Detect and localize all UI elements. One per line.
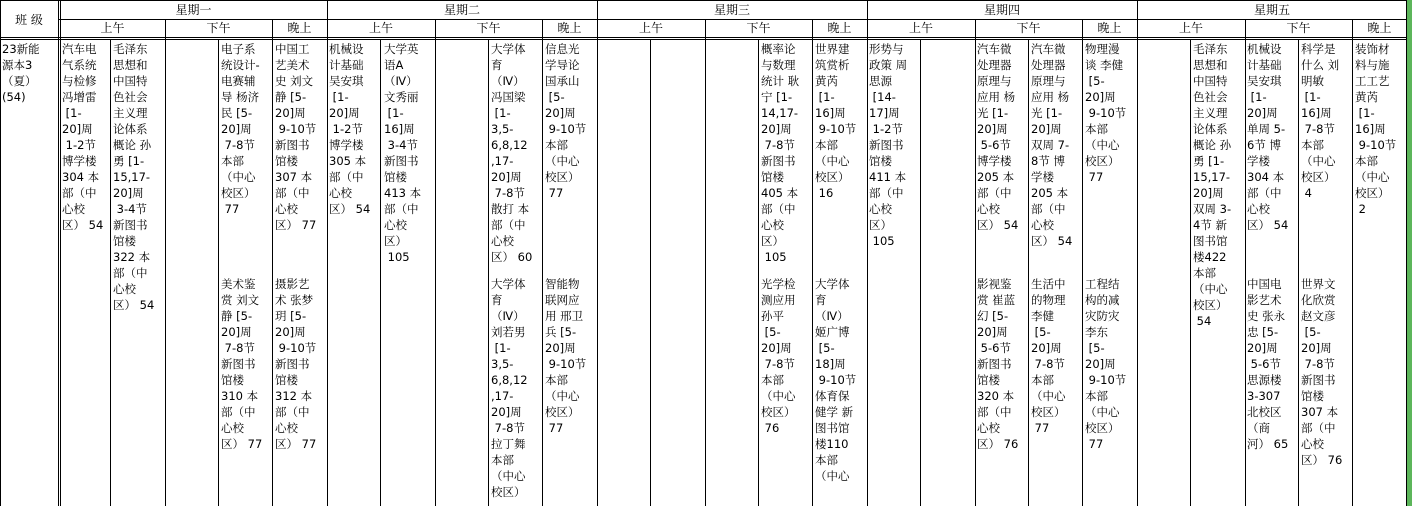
course-cell: 物理漫 谈 李健 [5- 20]周 9-10节 本部 （中心 校区） 77 [1085,42,1127,184]
period-header-morning: 上午 [368,21,393,35]
course-cell: 世界文 化欣赏 赵文彦 [5- 20]周 7-8节 新图书 馆楼 307 本 部（中 心校 区） 76 [1301,277,1343,467]
grid-line-tue-pm [542,19,543,506]
course-cell: 汽车微 处理器 原理与 应用 杨 光 [1- 20]周 5-6节 博学楼 205 本 部（中 心校 区） 54 [977,42,1019,232]
grid-line-sub [488,39,489,506]
grid-line-tue-am [435,19,436,506]
grid-line-thu-am [975,19,976,506]
period-header-morning: 上午 [100,21,125,35]
grid-line-wed-end [867,0,868,506]
day-header-tuesday: 星期二 [443,3,480,17]
grid-line-tue-end [597,0,598,506]
grid-line-sub [1190,39,1191,506]
course-cell: 智能物 联网应 用 邢卫 兵 [5- 20]周 9-10节 本部 （中心 校区） 77 [545,277,587,435]
grid-line-day-row [58,19,1407,20]
grid-line-top [0,0,1407,1]
period-header-afternoon: 下午 [746,21,771,35]
course-cell: 汽车微 处理器 原理与 应用 杨 光 [1- 20]周 双周 7- 8节 博 学楼 205 本 部（中 心校 区） 54 [1031,42,1073,248]
period-header-evening: 晚上 [1367,21,1392,35]
period-header-morning: 上午 [1178,21,1203,35]
class-column-header: 班 级 [15,13,43,27]
grid-line-mon-pm [272,19,273,506]
course-cell: 机械设 计基础 吴安琪 [1- 20]周 单周 5- 6节 博 学楼 304 本 部（中 心校 区） 54 [1247,42,1289,232]
course-cell: 科学是 什么 刘 明敏 [1- 16]周 7-8节 本部 （中心 校区） 4 [1301,42,1340,200]
period-header-evening: 晚上 [827,21,852,35]
course-cell: 生活中 的物理 李健 [5- 20]周 7-8节 本部 （中心 校区） 77 [1031,277,1066,435]
course-cell: 汽车电 气系统 与检修 冯增雷 [1- 20]周 1-2节 博学楼 304 本 部（中 心校 区） 54 [62,42,104,232]
grid-line-left [0,0,1,506]
period-header-afternoon: 下午 [1286,21,1311,35]
grid-line-header-bottom-2 [0,39,1407,40]
period-header-morning: 上午 [638,21,663,35]
day-header-thursday: 星期四 [983,3,1020,17]
grid-line-sub [218,39,219,506]
grid-line-header-bottom [0,37,1407,38]
grid-line-wed-pm [812,19,813,506]
day-header-wednesday: 星期三 [713,3,750,17]
grid-line-sub [380,39,381,506]
period-header-morning: 上午 [908,21,933,35]
grid-line-sub [110,39,111,506]
day-header-friday: 星期五 [1253,3,1290,17]
grid-line-fri-am [1245,19,1246,506]
period-header-evening: 晚上 [287,21,312,35]
course-cell: 电子系 统设计- 电赛辅 导 杨济 民 [5- 20]周 7-8节 本部 （中心 校区） 77 [221,42,260,216]
course-cell: 大学体 育 （Ⅳ） 姬广博 [5- 18]周 9-10节 体育保 健学 新 图书馆 楼110 本部 （中心 [815,277,857,483]
period-header-afternoon: 下午 [476,21,501,35]
day-header-monday: 星期一 [175,3,212,17]
course-cell: 光学检 测应用 孙平 [5- 20]周 7-8节 本部 （中心 校区） 76 [761,277,796,435]
course-cell: 工程结 构的减 灾防灾 李东 [5- 20]周 9-10节 本部 （中心 校区） 77 [1085,277,1127,451]
grid-line-sub [1028,39,1029,506]
period-header-afternoon: 下午 [206,21,231,35]
course-cell: 大学体 育 （Ⅳ） 冯国梁 [1- 3,5- 6,8,12 ,17- 20]周 7-8节 散打 本 部（中 心校 区） 60 [491,42,533,264]
course-cell: 中国电 影艺术 史 张永 忠 [5- 20]周 5-6节 思源楼 3-307 北校区 （商 河） 65 [1247,277,1289,451]
course-cell: 信息光 学导论 国承山 [5- 20]周 9-10节 本部 （中心 校区） 77 [545,42,587,200]
period-header-evening: 晚上 [557,21,582,35]
grid-line-class-col [58,0,59,506]
course-cell: 中国工 艺美术 史 刘文 静 [5- 20]周 9-10节 新图书 馆楼 307 本 部（中 心校 区） 77 [275,42,317,232]
grid-line-mon-am [165,19,166,506]
grid-line-class-col-2 [60,0,61,506]
course-cell: 摄影艺 术 张梦 玥 [5- 20]周 9-10节 新图书 馆楼 312 本 部（中 心校 区） 77 [275,277,317,451]
period-header-afternoon: 下午 [1016,21,1041,35]
grid-line-sub [1298,39,1299,506]
grid-line-mon-end [327,0,328,506]
grid-line-thu-end [1137,0,1138,506]
grid-line-sub [920,39,921,506]
course-cell: 大学英 语A （Ⅳ） 文秀丽 [1- 16]周 3-4节 新图书 馆楼 413 本 部（中 心校 区） 105 [384,42,422,264]
window-edge-strip [1407,0,1412,506]
course-cell: 形势与 政策 周 思源 [14- 17]周 1-2节 新图书 馆楼 411 本 部（中 心校 区） 105 [869,42,908,248]
course-cell: 机械设 计基础 吴安琪 [1- 20]周 1-2节 博学楼 305 本 部（中 心校 区） 54 [329,42,371,216]
course-cell: 毛泽东 思想和 中国特 色社会 主义理 论体系 概论 孙 勇 [1- 15,17- 20]周 双周 3- 4节 新 图书馆 楼422 本部 （中心 校区） 54 [1193,42,1232,328]
course-cell: 概率论 与数理 统计 耿 宁 [1- 14,17- 20]周 7-8节 新图书 馆楼 405 本 部（中 心校 区） 105 [761,42,800,264]
course-cell: 装饰材 料与施 工工艺 黄芮 [1- 16]周 9-10节 本部 （中心 校区） 2 [1355,42,1397,216]
grid-line-sub [650,39,651,506]
grid-line-wed-am [705,19,706,506]
course-cell: 美术鉴 赏 刘文 静 [5- 20]周 7-8节 新图书 馆楼 310 本 部（中 心校 区） 77 [221,277,263,451]
course-cell: 毛泽东 思想和 中国特 色社会 主义理 论体系 概论 孙 勇 [1- 15,17- 20]周 3-4节 新图书 馆楼 322 本 部（中 心校 区） 54 [113,42,155,312]
period-header-evening: 晚上 [1097,21,1122,35]
class-name: 23新能 源本3 （夏） (54) [2,42,40,104]
course-cell: 大学体 育 （Ⅳ） 刘若男 [1- 3,5- 6,8,12 ,17- 20]周 7-8节 拉丁舞 本部 （中心 校区） [491,277,528,499]
grid-line-sub [758,39,759,506]
course-cell: 影视鉴 赏 崔蓝 幻 [5- 20]周 5-6节 新图书 馆楼 320 本 部（中 心校 区） 76 [977,277,1019,451]
grid-line-thu-pm [1082,19,1083,506]
grid-line-fri-pm [1352,19,1353,506]
course-cell: 世界建 筑赏析 黄芮 [1- 16]周 9-10节 本部 （中心 校区） 16 [815,42,857,200]
